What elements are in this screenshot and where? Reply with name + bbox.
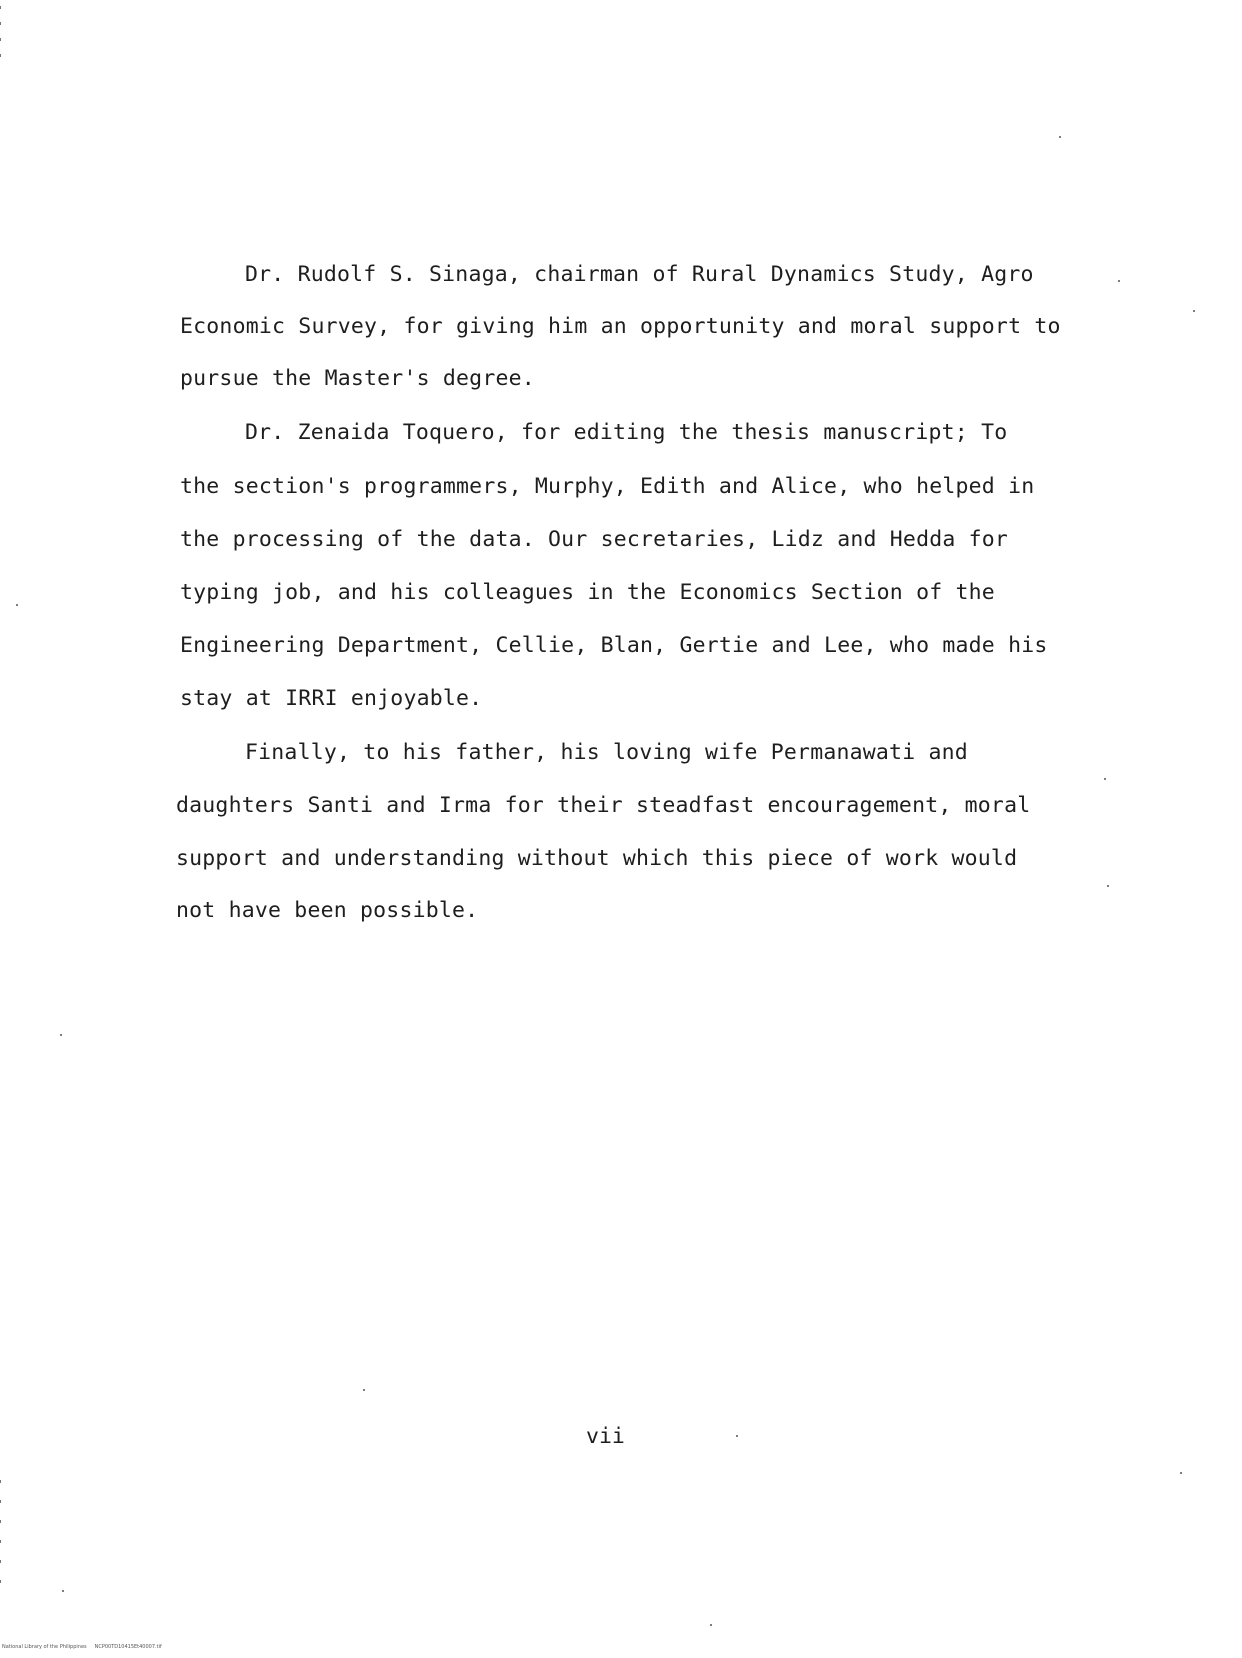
- paragraph-2-line-1: Dr. Zenaida Toquero, for editing the thesis manuscript; To: [245, 420, 1008, 445]
- edge-mark: [0, 22, 1, 25]
- scan-speck: [1059, 136, 1061, 138]
- scan-speck: [1180, 1472, 1182, 1474]
- scan-speck: [736, 1435, 738, 1437]
- edge-mark: [0, 6, 1, 9]
- scan-speck: [1118, 280, 1120, 282]
- scan-footer-note: National Library of the Philippines NCP00TD10415Et40007.tif: [2, 1644, 162, 1650]
- paragraph-1-line-2: Economic Survey, for giving him an opportunity and moral support to: [180, 314, 1061, 339]
- paragraph-2-line-4: typing job, and his colleagues in the Economics Section of the: [180, 580, 995, 605]
- edge-mark: [0, 1500, 1, 1503]
- paragraph-1-line-3: pursue the Master's degree.: [180, 366, 535, 391]
- scan-speck: [62, 1590, 64, 1592]
- scan-speck: [363, 1389, 365, 1391]
- edge-mark: [0, 1480, 1, 1483]
- paragraph-1-line-1: Dr. Rudolf S. Sinaga, chairman of Rural Dynamics Study, Agro: [245, 262, 1034, 287]
- edge-mark: [0, 1560, 1, 1563]
- paragraph-3-line-1: Finally, to his father, his loving wife Permanawati and: [245, 740, 968, 765]
- paragraph-2-line-3: the processing of the data. Our secretaries, Lidz and Hedda for: [180, 527, 1009, 552]
- paragraph-2-line-5: Engineering Department, Cellie, Blan, Gertie and Lee, who made his: [180, 633, 1048, 658]
- scan-speck: [1107, 885, 1109, 887]
- edge-mark: [0, 38, 1, 41]
- scan-speck: [16, 604, 18, 606]
- edge-mark: [0, 1580, 1, 1583]
- scan-speck: [1104, 778, 1106, 780]
- paragraph-2-line-2: the section's programmers, Murphy, Edith and Alice, who helped in: [180, 474, 1035, 499]
- paragraph-3-line-3: support and understanding without which this piece of work would: [176, 846, 1018, 871]
- page-number: vii: [586, 1424, 625, 1449]
- edge-mark: [0, 54, 1, 57]
- edge-mark: [0, 1540, 1, 1543]
- scan-speck: [1193, 310, 1195, 312]
- scan-speck: [60, 1034, 62, 1036]
- paragraph-3-line-4: not have been possible.: [176, 898, 479, 923]
- scan-speck: [710, 1624, 712, 1626]
- paragraph-2-line-6: stay at IRRI enjoyable.: [180, 686, 483, 711]
- edge-mark: [0, 1520, 1, 1523]
- paragraph-3-line-2: daughters Santi and Irma for their steadfast encouragement, moral: [176, 793, 1031, 818]
